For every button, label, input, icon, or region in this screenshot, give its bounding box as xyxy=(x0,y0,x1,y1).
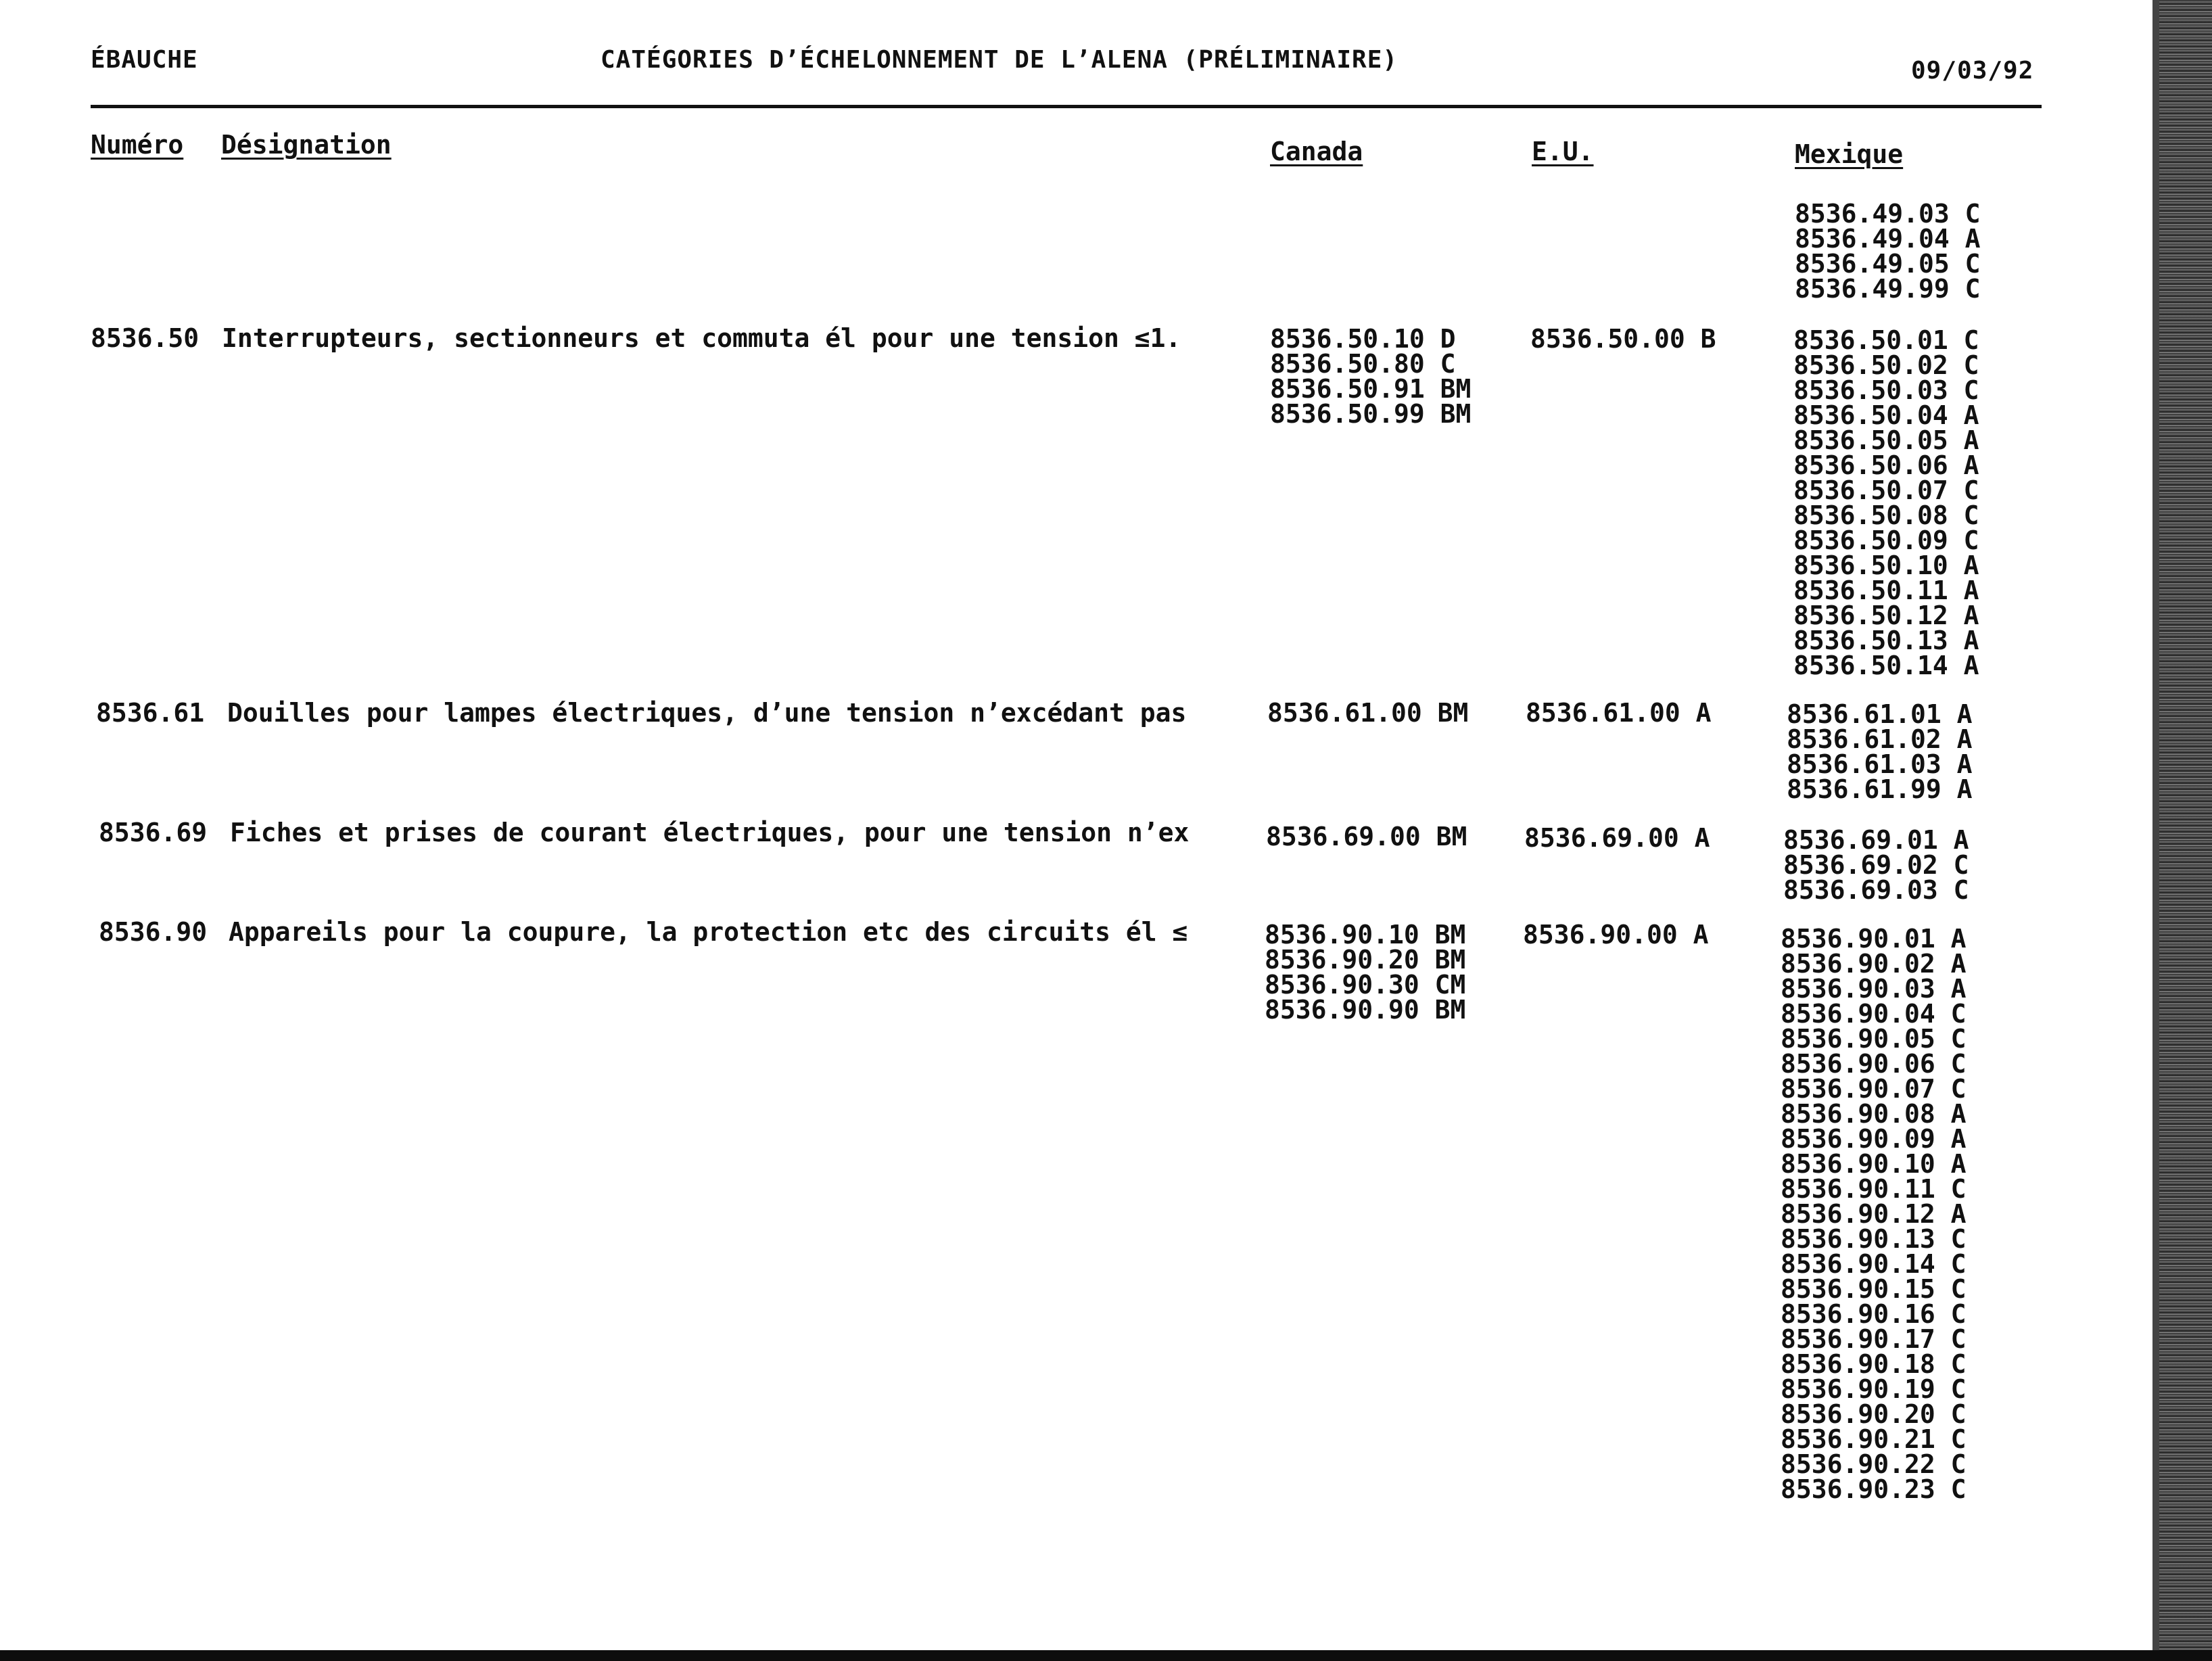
tariff-code: 8536.50.12 A xyxy=(1793,601,1979,630)
mexique-codes xyxy=(1787,699,1973,804)
tariff-code: 8536.90.11 C xyxy=(1781,1174,1967,1204)
tariff-code: 8536.90.10 BM xyxy=(1265,920,1466,950)
canada-codes xyxy=(1266,824,1467,849)
mexique-codes xyxy=(1783,825,1969,905)
tariff-code: 8536.90.13 C xyxy=(1781,1224,1967,1254)
row-designation: Douilles pour lampes électriques, d’une tension n’excédant pas xyxy=(227,698,1187,728)
tariff-code: 8536.50.80 C xyxy=(1270,349,1456,379)
column-header-designation: Désignation xyxy=(221,130,392,160)
row-designation: Interrupteurs, sectionneurs et commuta él pour une tension ≤1. xyxy=(222,323,1181,353)
tariff-code: 8536.61.99 A xyxy=(1787,774,1973,804)
tariff-code: 8536.90.04 C xyxy=(1781,999,1967,1029)
row-number: 8536.50 xyxy=(91,323,199,353)
tariff-code: 8536.90.22 C xyxy=(1781,1449,1967,1479)
tariff-code: 8536.90.19 C xyxy=(1781,1374,1967,1404)
tariff-code: 8536.90.08 A xyxy=(1781,1099,1967,1129)
tariff-code: 8536.90.17 C xyxy=(1781,1324,1967,1354)
tariff-code: 8536.90.12 A xyxy=(1781,1199,1967,1229)
tariff-code: 8536.50.99 BM xyxy=(1270,399,1472,429)
tariff-code: 8536.50.03 C xyxy=(1793,375,1979,405)
tariff-code: 8536.90.30 CM xyxy=(1265,970,1466,1000)
tariff-code: 8536.90.18 C xyxy=(1781,1349,1967,1379)
canada-codes xyxy=(1265,922,1465,1023)
scan-bottom-border xyxy=(0,1650,2212,1661)
tariff-code: 8536.69.01 A xyxy=(1783,825,1969,855)
column-header-mexique: Mexique xyxy=(1795,139,1904,169)
column-header-numero: Numéro xyxy=(91,130,184,160)
header-rule xyxy=(91,105,2042,108)
row-designation: Fiches et prises de courant électriques, pour une tension n’ex xyxy=(230,818,1190,847)
tariff-code: 8536.50.05 A xyxy=(1793,425,1979,455)
document-date: 09/03/92 xyxy=(1911,57,2034,85)
row-number: 8536.61 xyxy=(96,698,205,728)
tariff-code: 8536.69.02 C xyxy=(1783,850,1969,880)
tariff-code: 8536.90.14 C xyxy=(1781,1249,1967,1279)
page-title: CATÉGORIES D’ÉCHELONNEMENT DE L’ALENA (PRÉLIMINAIRE) xyxy=(601,46,1398,74)
tariff-code: 8536.90.09 A xyxy=(1781,1124,1967,1154)
tariff-code: 8536.50.14 A xyxy=(1793,651,1979,680)
eu-codes xyxy=(1530,324,1716,354)
mexique-codes xyxy=(1795,199,1981,304)
tariff-code: 8536.61.00 A xyxy=(1526,698,1712,728)
tariff-code: 8536.50.06 A xyxy=(1793,450,1979,480)
tariff-code: 8536.50.02 C xyxy=(1793,350,1979,380)
tariff-code: 8536.50.09 C xyxy=(1793,525,1979,555)
eu-codes xyxy=(1523,922,1709,948)
row-number: 8536.90 xyxy=(99,917,208,947)
tariff-code: 8536.90.23 C xyxy=(1781,1474,1967,1504)
tariff-code: 8536.90.16 C xyxy=(1781,1299,1967,1329)
mexique-codes xyxy=(1781,924,1967,1504)
column-header-canada: Canada xyxy=(1270,137,1363,166)
tariff-code: 8536.90.03 A xyxy=(1781,974,1967,1004)
tariff-code: 8536.49.03 C xyxy=(1795,199,1981,229)
tariff-code: 8536.50.07 C xyxy=(1793,475,1979,505)
tariff-code: 8536.49.99 C xyxy=(1795,274,1981,304)
tariff-code: 8536.61.02 A xyxy=(1787,724,1973,754)
tariff-code: 8536.61.01 A xyxy=(1787,699,1973,729)
tariff-code: 8536.90.10 A xyxy=(1781,1149,1967,1179)
tariff-code: 8536.90.05 C xyxy=(1781,1024,1967,1054)
tariff-code: 8536.50.01 C xyxy=(1793,325,1979,355)
row-number: 8536.69 xyxy=(99,818,208,847)
tariff-code: 8536.50.08 C xyxy=(1793,500,1979,530)
tariff-code: 8536.69.00 BM xyxy=(1266,822,1467,851)
tariff-code: 8536.50.11 A xyxy=(1793,576,1979,605)
tariff-code: 8536.90.01 A xyxy=(1781,924,1967,954)
tariff-code: 8536.90.07 C xyxy=(1781,1074,1967,1104)
tariff-code: 8536.90.21 C xyxy=(1781,1424,1967,1454)
scan-edge xyxy=(2159,0,2212,1661)
scan-edge-shadow xyxy=(2152,0,2159,1661)
tariff-code: 8536.90.00 A xyxy=(1523,920,1709,950)
tariff-code: 8536.69.03 C xyxy=(1783,875,1969,905)
draft-label: ÉBAUCHE xyxy=(91,46,198,74)
tariff-code: 8536.50.10 A xyxy=(1793,551,1979,580)
tariff-code: 8536.90.02 A xyxy=(1781,949,1967,979)
eu-codes xyxy=(1524,823,1710,853)
tariff-code: 8536.90.90 BM xyxy=(1265,995,1466,1025)
tariff-code: 8536.61.03 A xyxy=(1787,749,1973,779)
canada-codes xyxy=(1270,324,1472,429)
eu-codes xyxy=(1526,698,1712,728)
tariff-code: 8536.50.04 A xyxy=(1793,400,1979,430)
column-header-eu: E.U. xyxy=(1532,137,1594,166)
canada-codes xyxy=(1267,698,1469,728)
tariff-code: 8536.50.10 D xyxy=(1270,324,1456,354)
tariff-code: 8536.49.05 C xyxy=(1795,249,1981,279)
row-designation: Appareils pour la coupure, la protection etc des circuits él ≤ xyxy=(229,917,1188,947)
tariff-code: 8536.90.20 C xyxy=(1781,1399,1967,1429)
tariff-code: 8536.90.20 BM xyxy=(1265,945,1466,975)
tariff-code: 8536.90.06 C xyxy=(1781,1049,1967,1079)
tariff-code: 8536.50.91 BM xyxy=(1270,374,1472,404)
tariff-code: 8536.61.00 BM xyxy=(1267,698,1469,728)
tariff-code: 8536.90.15 C xyxy=(1781,1274,1967,1304)
mexique-codes xyxy=(1793,325,1979,680)
tariff-code: 8536.49.04 A xyxy=(1795,224,1981,254)
tariff-code: 8536.50.13 A xyxy=(1793,626,1979,655)
tariff-code: 8536.69.00 A xyxy=(1524,823,1710,853)
tariff-code: 8536.50.00 B xyxy=(1530,324,1716,354)
